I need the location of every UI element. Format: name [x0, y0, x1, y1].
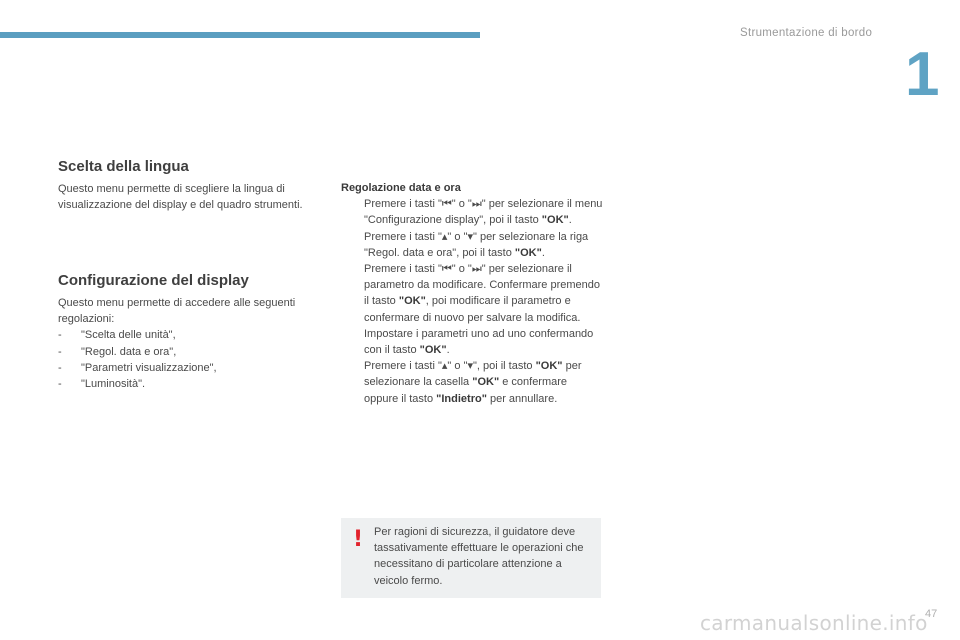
- datetime-heading: Regolazione data e ora: [341, 182, 461, 194]
- list-item: - "Regol. data e ora",: [58, 345, 177, 358]
- safety-notice: [341, 518, 601, 598]
- list-item: - "Parametri visualizzazione",: [58, 361, 217, 374]
- list-item: Premere i tasti "⏮" o "⏭" per selezionare il parametro da modificare. Confermare premendo il tasto "OK", poi modificare il parametro e confermare di nuovo per salvare la modifica.: [364, 263, 601, 324]
- list-item: - "Scelta delle unità",: [58, 329, 176, 342]
- arrow-down-icon: ▾: [467, 230, 473, 243]
- list-item: Impostare i parametri uno ad uno confermando con il tasto "OK".: [364, 327, 594, 357]
- fast-forward-icon: ⏭: [471, 198, 482, 211]
- display-settings-list: [58, 327, 308, 392]
- list-item: Premere i tasti "▴" o "▾" per selezionare la riga "Regol. data e ora", poi il tasto "OK".: [364, 230, 589, 259]
- safety-notice-text: Per ragioni di sicurezza, il guidatore deve tassativamente effettuare le operazioni che necessitano di particolare attenzione a veicolo fermo.: [374, 526, 584, 587]
- arrow-up-icon: ▴: [441, 230, 448, 243]
- display-config-heading: Configurazione del display: [58, 272, 249, 289]
- list-item: Premere i tasti "⏮" o "⏭" per selezionare il menu "Configurazione display", poi il tasto "OK".: [364, 198, 603, 227]
- display-config-intro: Questo menu permette di accedere alle seguenti regolazioni:: [58, 297, 296, 326]
- page-number: 47: [925, 608, 938, 620]
- arrow-up-icon: ▴: [441, 360, 448, 373]
- language-text: Questo menu permette di scegliere la lingua di visualizzazione del display e del quadro strumenti.: [58, 183, 303, 212]
- rewind-icon: ⏮: [441, 263, 452, 276]
- display-config-body: [58, 295, 308, 392]
- language-heading: Scelta della lingua: [58, 158, 189, 175]
- list-item: Premere i tasti "▴" o "▾", poi il tasto "OK" per selezionare la casella "OK" e confermare oppure il tasto "Indietro" per annullare.: [364, 360, 582, 405]
- fast-forward-icon: ⏭: [471, 263, 482, 276]
- rewind-icon: ⏮: [441, 198, 452, 211]
- datetime-section: [341, 180, 603, 407]
- datetime-steps: [341, 196, 603, 407]
- list-item: - "Luminosità".: [58, 378, 146, 391]
- watermark: carmanualsonline.info: [700, 611, 928, 635]
- section-name: Strumentazione di bordo: [740, 27, 873, 39]
- header-accent-bar: [0, 32, 480, 38]
- chapter-number: 1: [905, 40, 940, 109]
- warning-icon: !: [353, 527, 364, 552]
- arrow-down-icon: ▾: [467, 360, 473, 373]
